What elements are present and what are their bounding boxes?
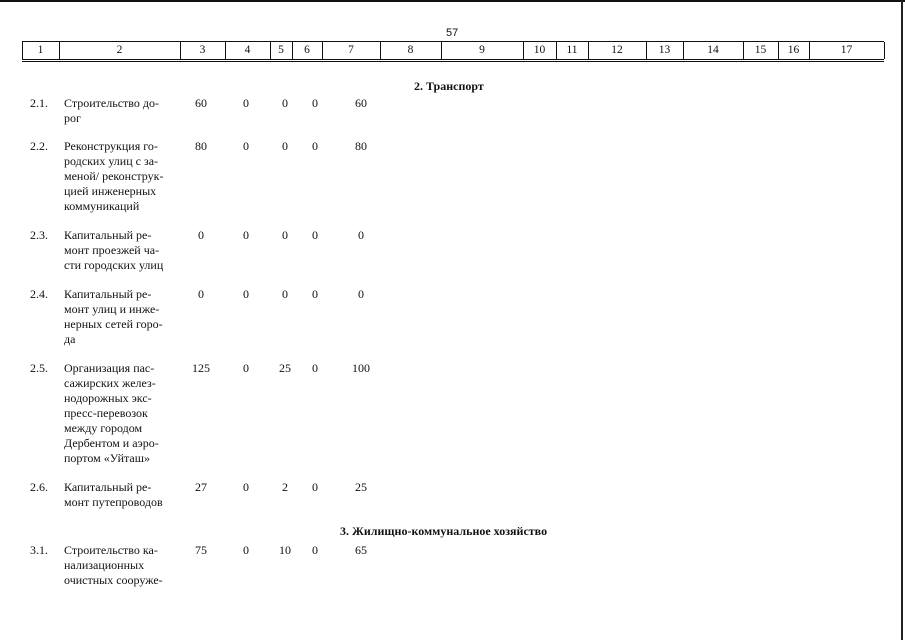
row-name	[64, 228, 179, 273]
row-value-c5: 10	[279, 543, 291, 557]
header-column-6: 6	[304, 44, 310, 56]
row-name	[64, 361, 179, 466]
header-column-4: 4	[244, 44, 251, 56]
page-top-border	[0, 0, 905, 2]
row-value-c3: 125	[192, 361, 210, 375]
row-name-line: нализационных	[64, 558, 145, 572]
row-name-line: между городом	[64, 421, 143, 435]
row-name-line: цией инженерных	[64, 184, 157, 198]
row-value-c6: 0	[312, 228, 318, 242]
row-name-line: да	[64, 332, 76, 346]
row-value-c4: 0	[243, 287, 249, 301]
row-value-c7: 60	[355, 96, 367, 110]
row-number: 3.1.	[30, 543, 48, 557]
row-value-c7: 100	[352, 361, 370, 375]
header-column-8: 8	[407, 44, 414, 56]
row-value-c3: 60	[195, 96, 207, 110]
row-value-c6: 0	[312, 96, 318, 110]
row-name-line: рог	[64, 111, 81, 125]
row-value-c6: 0	[312, 543, 318, 557]
header-column-1: 1	[37, 44, 44, 56]
row-number: 2.6.	[30, 480, 48, 494]
header-column-9: 9	[479, 44, 485, 56]
row-value-c3: 0	[198, 287, 204, 301]
row-number: 2.1.	[30, 96, 48, 110]
row-value-c7: 25	[355, 480, 367, 494]
row-value-c3: 75	[195, 543, 207, 557]
header-separator	[884, 42, 885, 59]
row-name-line: сажирских желез-	[64, 376, 156, 390]
row-value-c5: 0	[282, 228, 288, 242]
header-column-11: 11	[566, 44, 578, 56]
row-name-line: Капитальный ре-	[64, 287, 152, 301]
row-value-c3: 27	[195, 480, 207, 494]
row-name	[64, 287, 179, 347]
row-name-line: Строительство ка-	[64, 543, 158, 557]
row-name	[64, 543, 179, 588]
header-bottom-rule	[22, 61, 884, 62]
row-value-c5: 0	[282, 96, 288, 110]
row-value-c7: 65	[355, 543, 367, 557]
row-name-line: пресс-перевозок	[64, 406, 148, 420]
row-value-c4: 0	[243, 96, 249, 110]
row-name-line: портом «Уйташ»	[64, 451, 150, 465]
header-column-15: 15	[754, 44, 767, 56]
row-name-line: Реконструкция го-	[64, 139, 158, 153]
header-column-3: 3	[199, 44, 206, 56]
row-name-line: Капитальный ре-	[64, 228, 152, 242]
row-value-c3: 0	[198, 228, 204, 242]
row-value-c6: 0	[312, 287, 318, 301]
header-column-13: 13	[658, 44, 671, 56]
row-name-line: меной/ реконструк-	[64, 169, 164, 183]
row-name	[64, 480, 179, 510]
row-name-line: коммуникаций	[64, 199, 140, 213]
header-column-16: 16	[787, 44, 800, 56]
row-name-line: Дербентом и аэро-	[64, 436, 159, 450]
row-name-line: родских улиц с за-	[64, 154, 159, 168]
header-column-5: 5	[278, 44, 284, 56]
row-value-c4: 0	[243, 228, 249, 242]
row-name-line: монт проезжей ча-	[64, 243, 160, 257]
page-number: 57	[446, 27, 459, 39]
row-value-c4: 0	[243, 139, 249, 153]
row-value-c7: 0	[358, 228, 364, 242]
row-name	[64, 139, 179, 214]
row-value-c5: 0	[282, 139, 288, 153]
page-right-edge	[901, 0, 903, 640]
row-name-line: Организация пас-	[64, 361, 155, 375]
header-column-14: 14	[707, 44, 719, 56]
row-name-line: монт улиц и инже-	[64, 302, 160, 316]
row-name-line: нерных сетей горо-	[64, 317, 163, 331]
row-number: 2.5.	[30, 361, 48, 375]
row-value-c5: 25	[279, 361, 291, 375]
row-number: 2.4.	[30, 287, 48, 301]
row-value-c6: 0	[312, 361, 318, 375]
row-value-c4: 0	[243, 480, 249, 494]
row-value-c5: 0	[282, 287, 288, 301]
header-column-10: 10	[533, 44, 546, 56]
section-title-housing: 3. Жилищно-коммунальное хозяйство	[340, 524, 548, 538]
row-value-c6: 0	[312, 139, 318, 153]
header-column-12: 12	[611, 44, 623, 56]
row-value-c4: 0	[243, 543, 249, 557]
header-column-17: 17	[840, 44, 853, 56]
row-name-line: Строительство до-	[64, 96, 159, 110]
row-value-c5: 2	[282, 480, 288, 494]
row-value-c4: 0	[243, 361, 249, 375]
row-value-c3: 80	[195, 139, 207, 153]
row-number: 2.2.	[30, 139, 48, 153]
row-number: 2.3.	[30, 228, 48, 242]
row-value-c6: 0	[312, 480, 318, 494]
row-name-line: Капитальный ре-	[64, 480, 152, 494]
header-column-2: 2	[116, 44, 123, 56]
row-name-line: нодорожных экс-	[64, 391, 152, 405]
section-title-transport: 2. Транспорт	[414, 79, 484, 93]
table-header	[22, 41, 884, 60]
row-name-line: монт путепроводов	[64, 495, 163, 509]
row-name-line: сти городских улиц	[64, 258, 164, 272]
row-value-c7: 80	[355, 139, 367, 153]
row-value-c7: 0	[358, 287, 364, 301]
row-name	[64, 96, 179, 126]
header-column-7: 7	[348, 44, 354, 56]
row-name-line: очистных сооруже-	[64, 573, 163, 587]
